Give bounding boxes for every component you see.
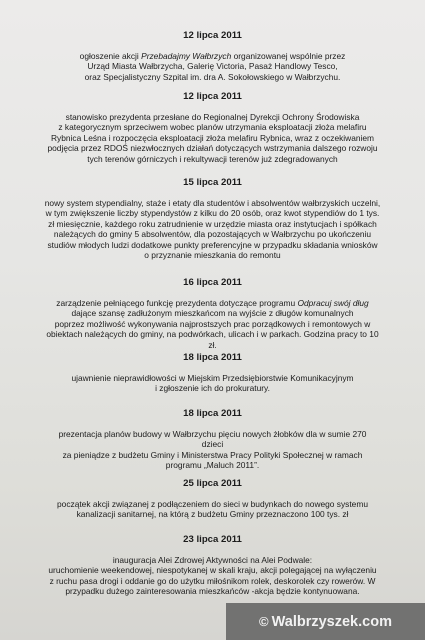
line-text: ogłoszenie akcji xyxy=(79,51,142,61)
line-text: obiektach należących do gminy, na podwórkach, ulicach i w parkach. Godzina pracy to 10 xyxy=(46,329,379,340)
entry-line xyxy=(6,555,419,565)
entry-date: 12 lipca 2011 xyxy=(183,30,242,41)
entry-body xyxy=(6,499,419,520)
entry-line xyxy=(6,329,419,339)
entry-date: 25 lipca 2011 xyxy=(183,478,242,489)
entry-line xyxy=(6,208,419,218)
entry-date: 16 lipca 2011 xyxy=(183,277,242,288)
entry-body xyxy=(6,51,419,82)
entry-line xyxy=(6,229,419,239)
line-text: inauguracja Alei Zdrowej Aktywności na Alei Podwale: xyxy=(112,555,313,565)
italic-text: Odpracuj swój dług xyxy=(297,298,369,308)
entry-body xyxy=(6,198,419,260)
entry-line xyxy=(6,219,419,229)
entry-line xyxy=(6,61,419,71)
entry-line xyxy=(6,586,419,596)
entry-line xyxy=(6,439,419,449)
line-text: i zgłoszenie ich do prokuratury. xyxy=(155,383,270,394)
entry xyxy=(6,30,419,82)
entry-line xyxy=(6,122,419,132)
line-text: przypadku dużego zainteresowania mieszkańców -akcja będzie kontynuowana. xyxy=(65,586,360,597)
line-text: nowy system stypendialny, staże i etaty dla studentów i absolwentów wałbrzyskich uczelni, xyxy=(44,198,381,208)
entry xyxy=(6,408,419,471)
line-text: z kategorycznym sprzeciwem wobec planów utrzymania eksploatacji złoża melafiru xyxy=(58,122,367,133)
line-text: kanalizacji sanitarnej, na którą z budżetu Gminy przeznaczono 100 tys. zł xyxy=(76,509,349,520)
entry-line xyxy=(6,250,419,260)
entry-body xyxy=(6,298,419,350)
entry-line xyxy=(6,319,419,329)
entry-body xyxy=(6,373,419,394)
entry-line xyxy=(6,373,419,383)
line-text: ujawnienie nieprawidłowości w Miejskim Przedsiębiorstwie Komunikacyjnym xyxy=(71,373,354,383)
entry xyxy=(6,534,419,597)
line-text: prezentacja planów budowy w Wałbrzychu pięciu nowych żłobków dla w sumie 270 xyxy=(58,429,367,439)
entry-line xyxy=(6,240,419,250)
entry-body xyxy=(6,112,419,164)
line-text: oraz Specjalistyczny Szpital im. dra A. Sokołowskiego w Wałbrzychu. xyxy=(84,71,341,82)
entry xyxy=(6,177,419,260)
watermark-text: Walbrzyszek.com xyxy=(271,613,392,630)
entry-date: 12 lipca 2011 xyxy=(183,91,242,102)
line-text: stanowisko prezydenta przesłane do Regionalnej Dyrekcji Ochrony Środowiska xyxy=(65,112,360,122)
line-text: uruchomienie weekendowej, niespotykanej w skali kraju, akcji polegającej na wyłączeniu xyxy=(48,565,377,576)
line-text: z ruchu pasa drogi i oddanie go do użytku miłośnikom rolek, deskorolek czy rowerów. W xyxy=(49,575,376,586)
line-text: organizowanej wspólnie przez xyxy=(231,51,346,61)
line-text: podjęcia przez RDOŚ niezwłocznych działań dotyczących wstrzymania dalszego rozwoju xyxy=(47,143,378,154)
entry-line xyxy=(6,499,419,509)
entry xyxy=(6,91,419,164)
entry-line xyxy=(6,51,419,61)
entry-date: 18 lipca 2011 xyxy=(183,408,242,419)
line-text: programu „Maluch 2011”. xyxy=(165,460,260,471)
line-text: za pieniądze z budżetu Gminy i Ministerstwa Pracy Polityki Społecznej w ramach xyxy=(62,449,363,460)
watermark xyxy=(226,603,425,640)
line-text: o przyznanie mieszkania do remontu xyxy=(144,250,281,261)
line-text: zł miesięcznie, każdego roku zatrudnienie w urzędzie miasta oraz instytucjach i spółkach xyxy=(48,218,377,229)
entry-date: 15 lipca 2011 xyxy=(183,177,242,188)
line-text: w tym zwiększenie liczby stypendystów z kilku do 20 osób, oraz kwot stypendiów do 1 tys. xyxy=(45,208,380,219)
line-text: Rybnica Leśna i rozpoczęcia eksploatacji złoża melafiru Rybnica, wraz z oczekiwaniem xyxy=(50,132,375,143)
entry-line xyxy=(6,154,419,164)
entry xyxy=(6,478,419,520)
entry xyxy=(6,352,419,394)
entry-line xyxy=(6,509,419,519)
line-text: należących do gminy 5 absolwentów, dla pozostających w Wałbrzychu po ukończeniu xyxy=(53,229,372,240)
entry-line xyxy=(6,450,419,460)
entry-line xyxy=(6,460,419,470)
line-text: zł. xyxy=(208,339,217,350)
entry-line xyxy=(6,143,419,153)
entry-line xyxy=(6,308,419,318)
copyright-icon: © xyxy=(259,614,269,629)
line-text: dające szansę zadłużonym mieszkańcom na wyjście z długów komunalnych xyxy=(71,308,354,319)
entry xyxy=(6,277,419,350)
line-text: tych terenów górniczych i rekultywacji terenów już zdegradowanych xyxy=(87,153,338,164)
line-text: początek akcji związanej z podłączeniem do sieci w budynkach do nowego systemu xyxy=(57,499,368,509)
entry-line xyxy=(6,429,419,439)
entry-line xyxy=(6,72,419,82)
entry-line xyxy=(6,298,419,308)
entry-line xyxy=(6,112,419,122)
line-text: Urząd Miasta Wałbrzycha, Galerię Victoria, Pasaż Handlowy Tesco, xyxy=(87,61,338,72)
entry-line xyxy=(6,198,419,208)
line-text: zarządzenie pełniącego funkcję prezydenta dotyczące programu xyxy=(56,298,298,308)
entry-line xyxy=(6,565,419,575)
entry-line xyxy=(6,383,419,393)
entry-body xyxy=(6,555,419,597)
italic-text: Przebadajmy Wałbrzych xyxy=(141,51,232,61)
line-text: dzieci xyxy=(201,439,224,450)
entry-line xyxy=(6,133,419,143)
entry-line xyxy=(6,340,419,350)
line-text: poprzez możliwość wykonywania najprostszych prac porządkowych i remontowych w xyxy=(54,318,371,329)
entry-date: 18 lipca 2011 xyxy=(183,352,242,363)
entry-body xyxy=(6,429,419,471)
line-text: studiów młodych ludzi dodatkowe punkty preferencyjne w przypadku składania wniosków xyxy=(47,239,378,250)
entry-line xyxy=(6,576,419,586)
entry-date: 23 lipca 2011 xyxy=(183,534,242,545)
